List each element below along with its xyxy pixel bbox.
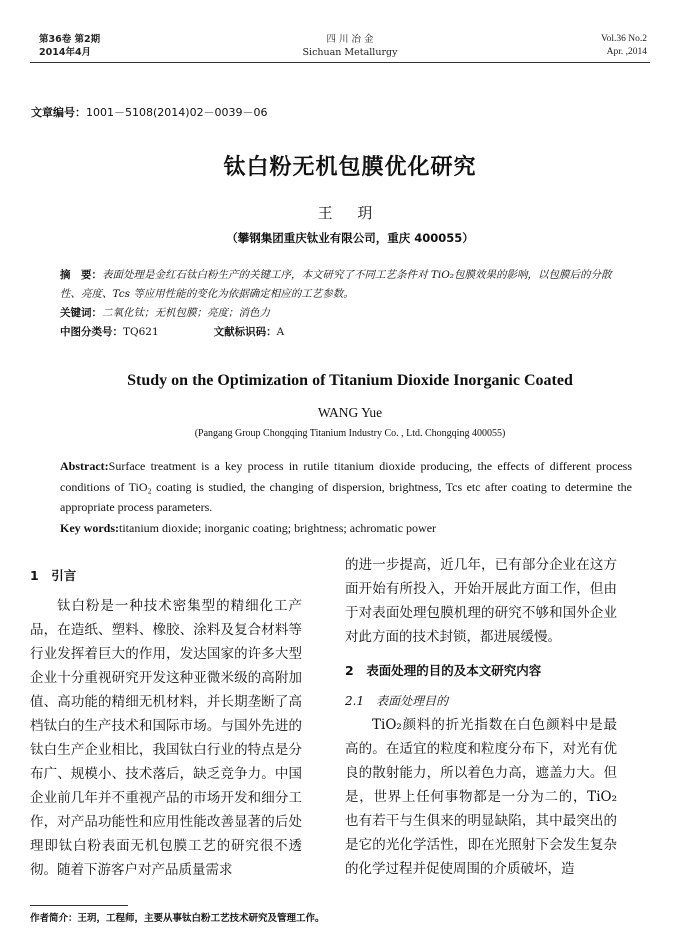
article-number-label: 文章编号： (31, 106, 86, 119)
section-2-1-paragraph: TiO₂颜料的折光指数在白色颜料中是最高的。在适宜的粒度和粒度分布下，对光有优良的散射能力，所以着色力高，遮盖力大。但是，世界上任何事物都是一分为二的，TiO₂也有若干与生俱来的明显缺陷，其中最突出的是它的光化学活性，即在光照射下会发生复杂的化学过程并促使周围的介质破坏，造 (345, 717, 617, 877)
keywords-zh-label: 关键词： (60, 307, 102, 319)
keywords-en-label: Key words: (60, 520, 119, 535)
doc-code-value: A (276, 326, 285, 338)
keywords-en (60, 518, 632, 539)
journal-name-en: Sichuan Metallurgy (302, 47, 398, 58)
paper-title-en: Study on the Optimization of Titanium Dioxide Inorganic Coated (127, 372, 573, 389)
section-1-continuation: 的进一步提高，近几年，已有部分企业在这方面开始有所投入，开始开展此方面工作，但由于对表面处理包膜机理的研究不够和国外企业对此方面的技术封锁，都进展缓慢。 (345, 557, 617, 645)
abstract-zh-label: 摘 要： (60, 269, 102, 281)
author-en: WANG Yue (317, 405, 383, 420)
doc-code-label: 文献标识码： (213, 326, 277, 338)
volume-issue-en: Vol.36 No.2 (600, 34, 647, 44)
running-header-left (39, 33, 100, 59)
paper-title-zh: 钛白粉无机包膜优化研究 (223, 155, 477, 180)
abstract-zh-text: 表面处理是金红石钛白粉生产的关键工序，本文研究了不同工艺条件对 TiO₂包膜效果的影响，以包膜后的分散性、亮度、Tcs 等应用性能的变化为依据确定相应的工艺参数。 (60, 269, 612, 300)
header-rule (30, 62, 650, 63)
section-1-paragraph: 钛白粉是一种技术密集型的精细化工产品，在造纸、塑料、橡胶、涂料及复合材料等行业发挥着巨大的作用，发达国家的许多大型企业十分重视研究开发这种亚微米级的高附加值、高功能的精细无机材料，并长期垄断了高档钛白的生产技术和国际市场。与国外先进的钛白生产企业相比，我国钛白行业的特点是分布广、规模小、技术落后，缺乏竞争力。中国企业前几年并不重视产品的市场开发和细分工作，对产品功能性和应用性能改善显著的后处理即钛白粉表面无机包膜工艺的研究很不透彻。随着下游客户对产品质量需求 (30, 598, 302, 878)
running-header-center (250, 33, 450, 59)
abstract-en-label: Abstract: (60, 459, 109, 473)
classification-row (60, 323, 630, 342)
body-column-left (30, 564, 302, 882)
date-en: Apr. ,2014 (606, 47, 647, 57)
abstract-en-body (60, 456, 632, 518)
class-number-label: 中图分类号： (60, 326, 123, 338)
section-1-heading: 1 引言 (30, 568, 77, 583)
section-2-1-heading: 2.1 表面处理目的 (345, 694, 449, 708)
body-column-right (345, 553, 617, 881)
keywords-zh (60, 304, 630, 323)
affiliation-en: (Pangang Group Chongqing Titanium Industry Co. , Ltd. Chongqing 400055) (194, 428, 506, 439)
running-header-right (601, 33, 647, 59)
keywords-en-text: titanium dioxide; inorganic coating; brightness; achromatic power (119, 520, 437, 535)
abstract-zh (60, 266, 630, 342)
author-footnote: 作者简介：王玥，工程师，主要从事钛白粉工艺技术研究及管理工作。 (30, 913, 325, 924)
footnote-rule (30, 905, 128, 906)
abstract-en (60, 456, 632, 538)
journal-name-zh: 四 川 冶 金 (326, 34, 374, 45)
section-2-heading: 2 表面处理的目的及本文研究内容 (345, 663, 542, 678)
author-zh: 王 玥 (317, 204, 383, 222)
volume-issue-zh: 第36卷 第2期 (39, 34, 101, 45)
abstract-zh-body (60, 266, 630, 304)
article-number (31, 104, 268, 120)
date-zh: 2014年4月 (39, 47, 92, 58)
abstract-en-text: Surface treatment is a key process in rutile titanium dioxide producing, the effects of different process conditions of TiO₂ coating is studied, the changing of dispersion, brightness, Tcs etc after coating to determine the appropriate process parameters. (60, 459, 632, 514)
affiliation-zh: （攀钢集团重庆钛业有限公司，重庆 400055） (226, 231, 474, 245)
class-number-value: TQ621 (123, 326, 159, 338)
keywords-zh-text: 二氧化钛；无机包膜；亮度；消色力 (102, 307, 270, 319)
article-number-value: 1001－5108(2014)02－0039－06 (86, 106, 268, 119)
